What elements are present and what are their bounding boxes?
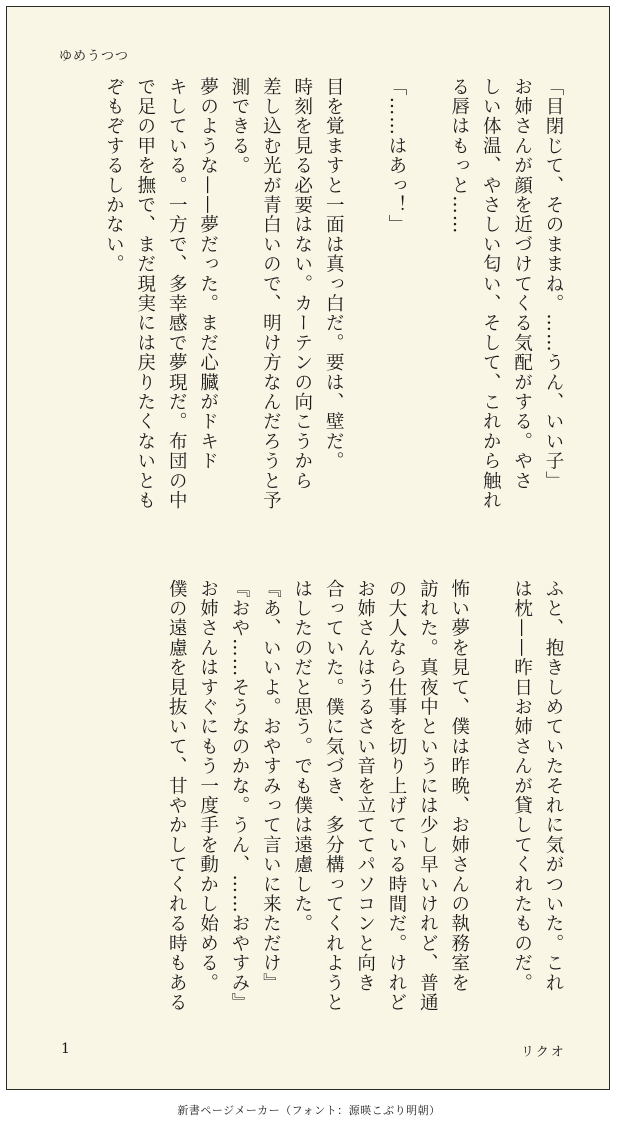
text-column: 測できる。	[229, 77, 250, 176]
text-column: はしたのだと思う。でも僕は遠慮した。	[291, 579, 313, 934]
text-column: 夢のような——夢だった。まだ心臓がドキド	[197, 77, 219, 471]
text-column: の大人なら仕事を切り上げている時間だ。けれど	[386, 579, 407, 1013]
text-column: 時刻を見る必要はない。カーテンの向こうから	[291, 77, 313, 491]
book-page	[6, 6, 610, 1090]
text-column: キしている。一方で、多幸感で夢現だ。布団の中	[166, 77, 188, 511]
running-title: ゆめうつつ	[59, 49, 130, 64]
text-column: お姉さんはうるさい音を立ててパソコンと向き	[354, 579, 376, 993]
footer-credit: 新書ページメーカー（フォント：源暎こぶり明朝）	[177, 1104, 441, 1117]
text-column: る唇はもっと……	[448, 77, 470, 235]
text-column: 『おや……そうなのかな。うん、……おやすみ』	[229, 579, 250, 1013]
author-name: リクオ	[521, 1045, 566, 1060]
text-column: 合っていた。僕に気づき、多分構ってくれようと	[323, 579, 345, 1013]
text-column: 目を覚ますと一面は真っ白だ。要は、壁だ。	[323, 77, 345, 471]
text-column: お姉さんが顔を近づけてくる気配がする。やさ	[511, 77, 533, 491]
text-column: ぞもぞするしかない。	[103, 77, 125, 274]
text-column: で足の甲を撫で、まだ現実には戻りたくないとも	[134, 77, 156, 511]
text-column: 「……はあっ！」	[386, 77, 407, 235]
text-column: 僕の遠慮を見抜いて、甘やかしてくれる時もある	[166, 579, 188, 1013]
text-column: 「目閉じて、そのままね。……うん、いい子」	[543, 77, 564, 491]
text-column: お姉さんはすぐにもう一度手を動かし始める。	[197, 579, 219, 993]
text-column: 怖い夢を見て、僕は昨晩、お姉さんの執務室を	[448, 579, 470, 993]
text-column: 『あ、いいよ。おやすみって言いに来ただけ』	[260, 579, 282, 993]
text-column: は枕——昨日お姉さんが貸してくれたものだ。	[511, 579, 533, 993]
text-column: 差し込む光が青白いので、明け方なんだろうと予	[260, 77, 282, 511]
text-column: ふと、抱きしめていたそれに気がついた。これ	[543, 579, 564, 993]
text-column: しい体温、やさしい匂い、そして、これから触れ	[480, 77, 502, 511]
page-number: 1	[61, 1041, 70, 1057]
text-column: 訪れた。真夜中というには少し早いけれど、普通	[417, 579, 439, 1013]
